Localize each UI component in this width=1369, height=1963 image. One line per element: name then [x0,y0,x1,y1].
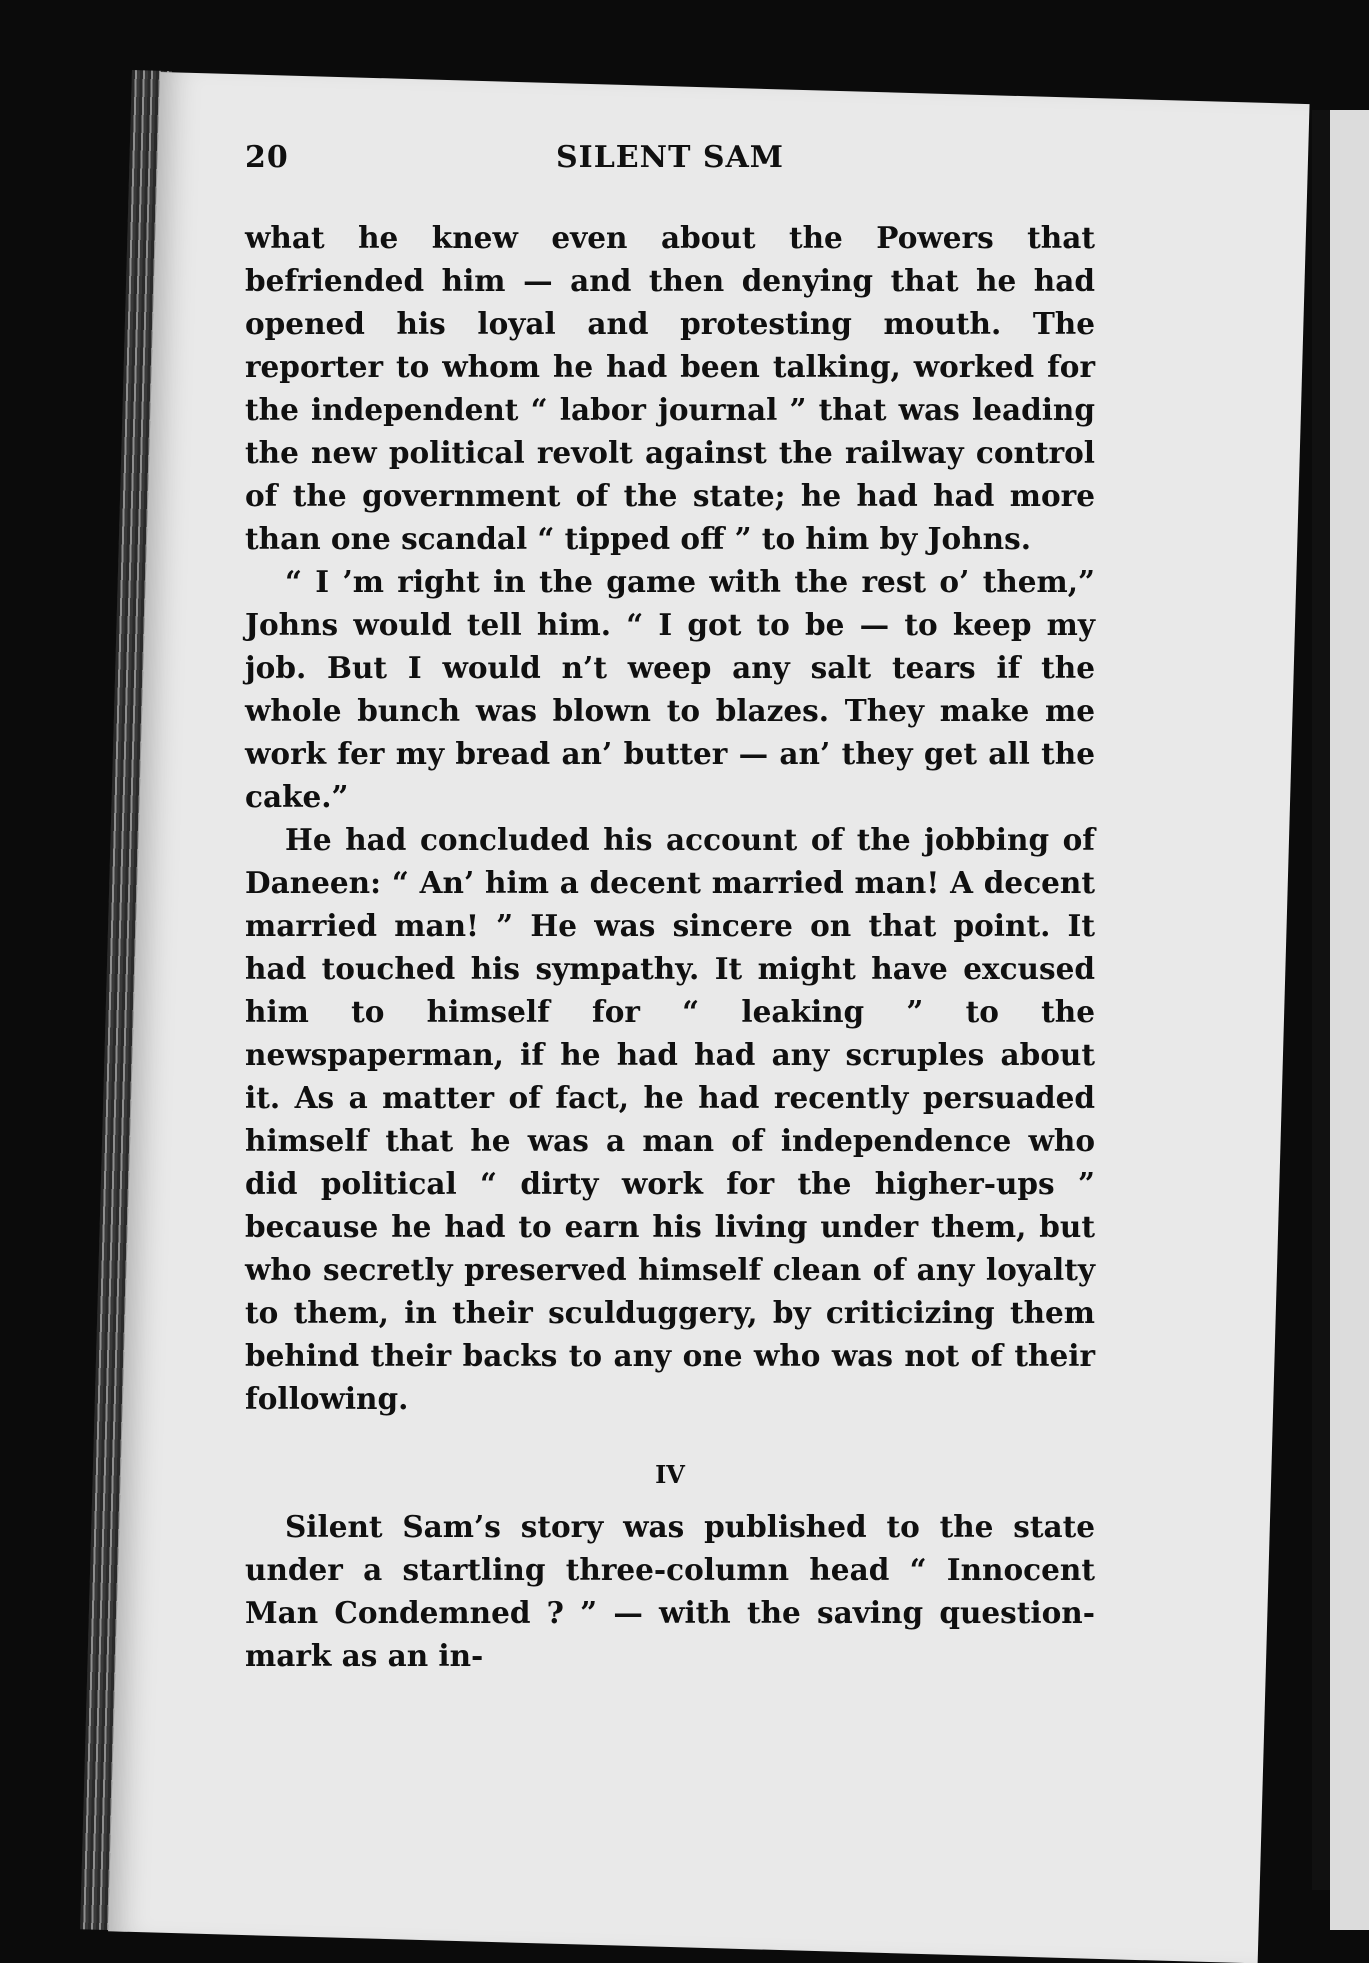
page-number: 20 [245,140,289,175]
book-title: SILENT SAM [556,140,784,175]
paragraph: Silent Sam’s story was published to the state under a startling three-column head “ Innocent Man Condemned ? ” — with the saving question-mark as an in- [245,1509,1095,1673]
running-head [245,140,1095,200]
paragraph: “ I ’m right in the game with the rest o’ them,” Johns would tell him. “ I got to be — to keep my job. But I would n’t weep any salt tears if the whole bunch was blown to blazes. They make me work fer my bread an’ butter — an’ they get all the cake.” [245,564,1095,814]
section-heading: IV [655,1460,685,1489]
page-text-block [245,140,1095,1677]
paragraph: what he knew even about the Powers that befriended him — and then denying that he had opened his loyal and protesting mouth. The reporter to whom he had been talking, worked for the independent “ labor journal ” that was leading the new political revolt against the railway control of the government of the state; he had had more than one scandal “ tipped off ” to him by Johns. [245,220,1095,556]
paragraph: He had concluded his account of the jobbing of Daneen: “ An’ him a decent married man! A decent married man! ” He was sincere on that point. It had touched his sympathy. It might have excused him to himself for “ leaking ” to the newspaperman, if he had had any scruples about it. As a matter of fact, he had recently persuaded himself that he was a man of independence who did political “ dirty work for the higher-ups ” because he had to earn his living under them, but who secretly preserved himself clean of any loyalty to them, in their sculduggery, by criticizing them behind their backs to any one who was not of their following. [245,822,1095,1416]
facing-page-edge [1330,110,1369,1930]
